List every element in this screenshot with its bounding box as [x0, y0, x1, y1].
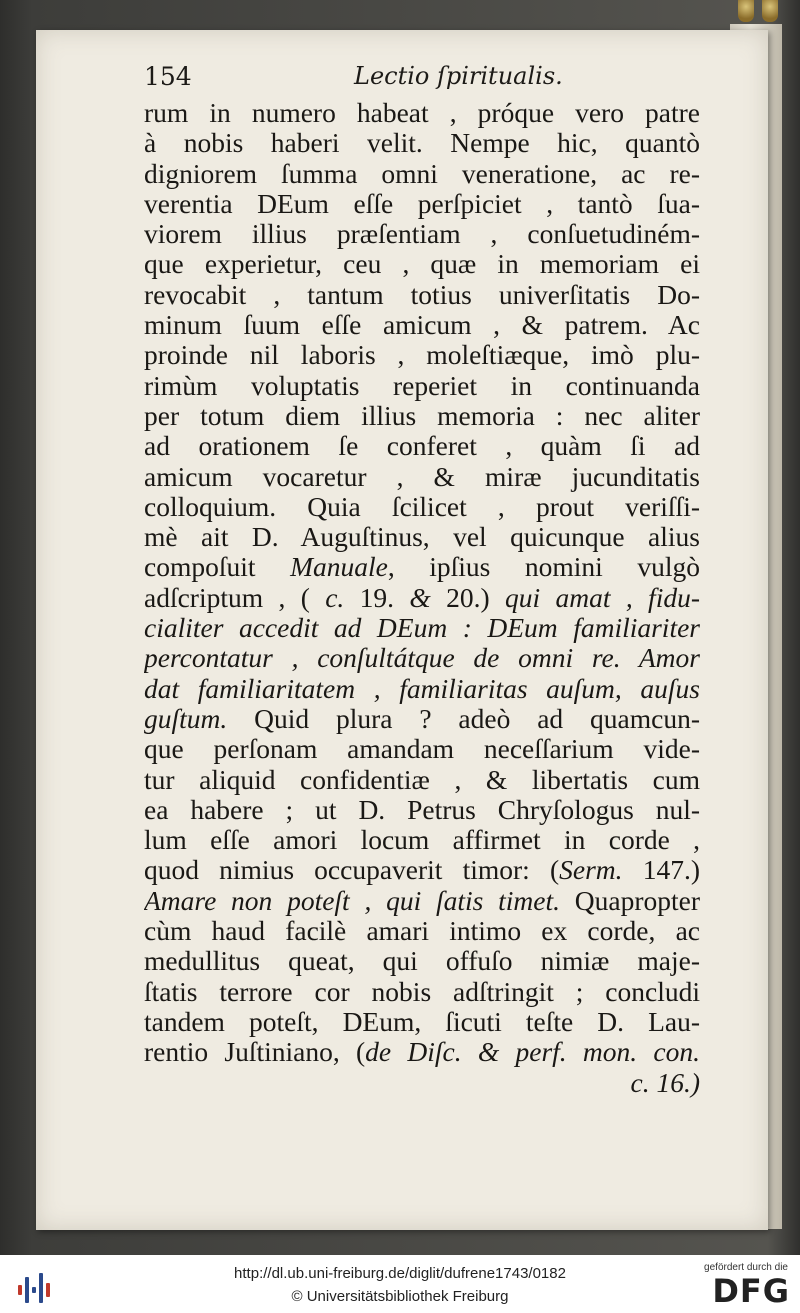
text-line [144, 704, 700, 734]
text-segment: à nobis haberi velit. Nempe hic, quantò [144, 128, 700, 159]
text-line [144, 552, 700, 582]
italic-text: c. [325, 582, 345, 613]
text-line [144, 340, 700, 370]
text-segment: mè ait D. Auguſtinus, vel quicunque alius [144, 522, 700, 553]
text-line [144, 795, 700, 825]
text-segment: ea habere ; ut D. Petrus Chryſologus nul- [144, 794, 700, 825]
viewer-footer [0, 1255, 800, 1313]
italic-text: cialiter accedit ad DEum : DEum familiariter [144, 613, 700, 644]
text-segment: proinde nil laboris , moleſtiæque, imò plu- [144, 340, 700, 371]
text-segment: digniorem ſumma omni veneratione, ac re- [144, 158, 700, 189]
italic-text: c. 16.) [630, 1067, 700, 1098]
text-segment: amicum vocaretur , & miræ jucunditatis [144, 461, 700, 492]
text-line [144, 946, 700, 976]
text-line [144, 128, 700, 158]
show-through-text [151, 1124, 691, 1148]
text-segment: medullitus queat, qui offuſo nimiæ maje- [144, 946, 700, 977]
running-head [144, 62, 594, 92]
text-segment: tur aliquid confidentiæ , & libertatis cum [144, 764, 700, 795]
book-clasp [762, 0, 778, 22]
text-line [144, 1068, 700, 1098]
text-line [144, 977, 700, 1007]
text-segment: revocabit , tantum totius univerſitatis Do- [144, 279, 700, 310]
text-line [144, 401, 700, 431]
text-segment: , ipſius nomini vulgò [387, 552, 700, 583]
text-segment: que perſonam amandam neceſſarium vide- [144, 734, 700, 765]
text-line [144, 249, 700, 279]
text-segment: Quapropter [560, 885, 700, 916]
text-line [144, 643, 700, 673]
text-line [144, 825, 700, 855]
italic-text: Serm. [559, 855, 623, 886]
text-segment: Quid plura ? adeò ad quamcun- [227, 703, 700, 734]
text-line [144, 886, 700, 916]
text-line [144, 674, 700, 704]
text-line [144, 522, 700, 552]
text-line [144, 189, 700, 219]
book-page [36, 30, 768, 1230]
text-segment: per totum diem illius memoria : nec aliter [144, 400, 700, 431]
italic-text: dat familiaritatem , familiaritas auſum, auſus [144, 673, 700, 704]
running-title: Lectio ſpiritualis. [354, 62, 563, 90]
text-line [144, 855, 700, 885]
text-segment: minum ſuum eſſe amicum , & patrem. Ac [144, 310, 700, 341]
text-segment: rentio Juſtiniano, ( [144, 1037, 366, 1068]
text-segment: colloquium. Quia ſcilicet , prout veriſſi- [144, 491, 700, 522]
text-line [144, 765, 700, 795]
text-line [144, 492, 700, 522]
copyright-notice: © Universitätsbibliothek Freiburg [291, 1288, 509, 1305]
text-line [144, 310, 700, 340]
text-line [144, 583, 700, 613]
text-line [144, 280, 700, 310]
text-line [144, 462, 700, 492]
text-segment: rum in numero habeat , próque vero patre [144, 98, 700, 128]
text-segment: verentia DEum eſſe perſpiciet , tantò ſua- [144, 188, 700, 219]
dfg-logo: DFG [712, 1272, 790, 1310]
text-segment: ſtatis terrore cor nobis adſtringit ; concludi [144, 976, 700, 1007]
text-line [144, 613, 700, 643]
text-line [144, 219, 700, 249]
italic-text: Manuale [290, 552, 388, 583]
italic-text: de Diſc. & perf. mon. con. [365, 1037, 700, 1068]
text-segment: ad orationem ſe conferet , quàm ſi ad [144, 431, 700, 462]
italic-text: qui amat , fidu- [505, 582, 700, 613]
text-segment: 147.) [622, 855, 700, 886]
book-clasp [738, 0, 754, 22]
text-segment: adſcriptum , ( [144, 582, 326, 613]
permalink[interactable]: http://dl.ub.uni-freiburg.de/diglit/dufrene1743/0182 [234, 1265, 566, 1282]
text-line [144, 1037, 700, 1067]
text-segment: 20.) [430, 582, 505, 613]
funding-caption: gefördert durch die [704, 1262, 788, 1273]
body-text [144, 98, 700, 1098]
text-segment: que experietur, ceu , quæ in memoriam ei [144, 249, 700, 280]
page-number: 154 [144, 62, 192, 91]
text-line [144, 98, 700, 128]
text-segment: lum eſſe amori locum affirmet in corde , [144, 825, 700, 856]
text-segment: tandem poteſt, DEum, ſicuti teſte D. Lau- [144, 1006, 700, 1037]
text-line [144, 431, 700, 461]
text-segment: rimùm voluptatis reperiet in continuanda [144, 370, 700, 401]
italic-text: Amare non poteſt , qui ſatis timet. [144, 885, 561, 916]
italic-text: percontatur , conſultátque de omni re. Amor [144, 643, 700, 674]
text-line [144, 371, 700, 401]
text-segment: viorem illius præſentiam , conſuetudiném- [144, 219, 700, 250]
text-line [144, 1007, 700, 1037]
italic-text: guſtum. [144, 703, 228, 734]
text-segment: 19. [344, 582, 410, 613]
italic-text: & [409, 582, 431, 613]
text-line [144, 916, 700, 946]
text-segment: cùm haud facilè amari intimo ex corde, ac [144, 916, 700, 947]
text-segment: compoſuit [144, 552, 291, 583]
text-segment: quod nimius occupaverit timor: ( [144, 855, 560, 886]
text-line [144, 159, 700, 189]
text-line [144, 734, 700, 764]
